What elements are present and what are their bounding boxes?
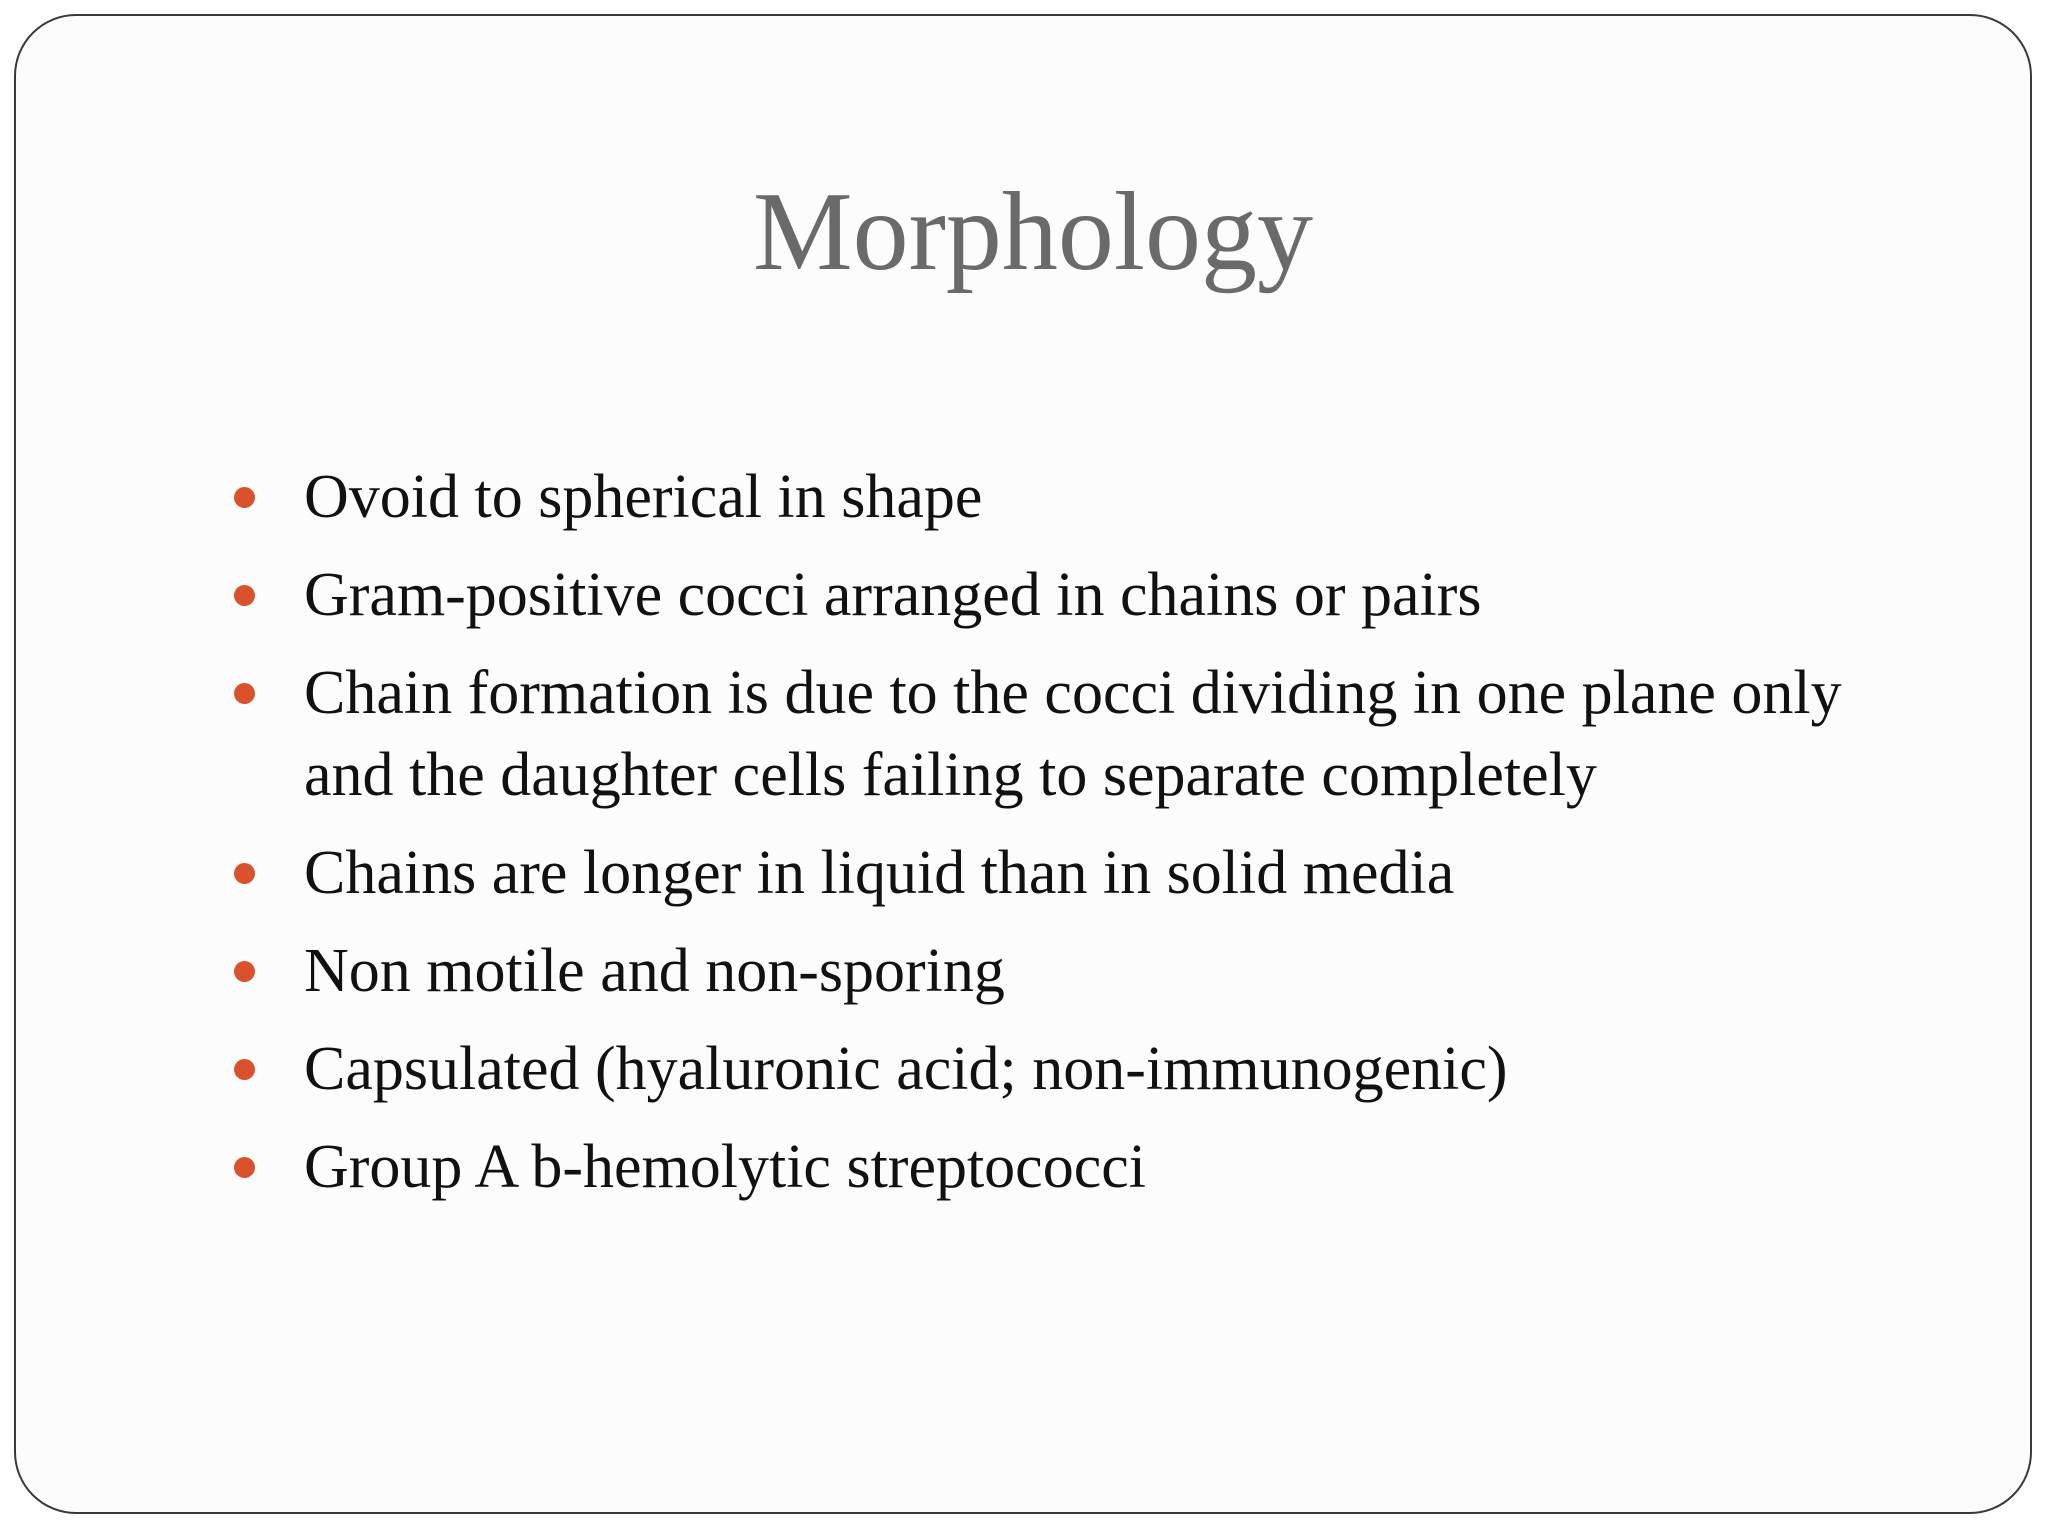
bullet-item: [230, 930, 1930, 1012]
bullet-dot-icon: [234, 1157, 255, 1178]
bullet-list: [230, 456, 1930, 1224]
bullet-dot-icon: [234, 961, 255, 982]
bullet-dot-icon: [234, 487, 255, 508]
bullet-dot-icon: [234, 863, 255, 884]
bullet-dot-icon: [234, 1059, 255, 1080]
bullet-dot-icon: [234, 585, 255, 606]
slide: [14, 14, 2032, 1514]
bullet-item: [230, 456, 1930, 538]
bullet-item: [230, 1126, 1930, 1208]
bullet-text: Group A b-hemolytic streptococci: [304, 1133, 1146, 1201]
bullet-text: Non motile and non-sporing: [304, 937, 1005, 1005]
bullet-text: Capsulated (hyaluronic acid; non-immunogenic): [304, 1035, 1508, 1103]
bullet-text: Ovoid to spherical in shape: [304, 463, 983, 531]
bullet-item: [230, 554, 1930, 636]
bullet-item: [230, 652, 1930, 816]
bullet-item: [230, 832, 1930, 914]
bullet-dot-icon: [234, 683, 255, 704]
bullet-text: Chain formation is due to the cocci dividing in one plane only and the daughter cells failing to separate completely: [304, 659, 1842, 809]
bullet-text: Gram-positive cocci arranged in chains or pairs: [304, 561, 1482, 629]
slide-title: Morphology: [753, 170, 1313, 294]
bullet-text: Chains are longer in liquid than in solid media: [304, 839, 1455, 907]
bullet-item: [230, 1028, 1930, 1110]
